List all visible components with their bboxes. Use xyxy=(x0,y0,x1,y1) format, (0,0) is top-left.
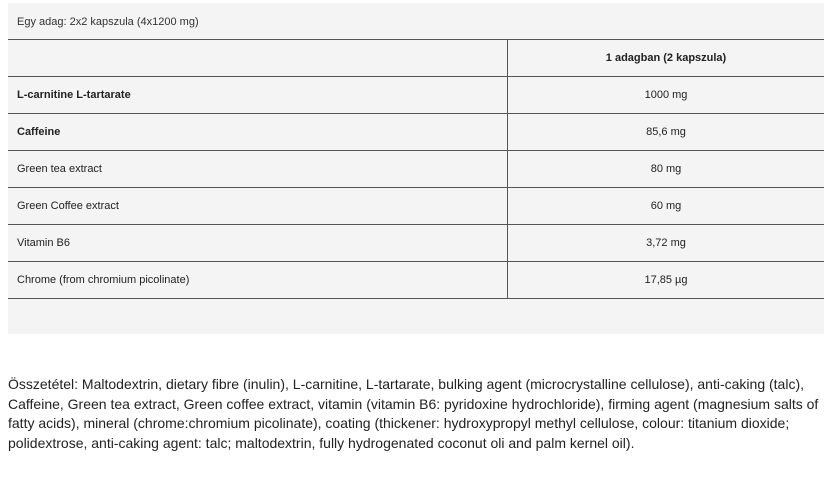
header-amount-cell: 1 adagban (2 kapszula) xyxy=(508,40,825,77)
ingredient-name-cell: Chrome (from chromium picolinate) xyxy=(8,262,508,299)
ingredient-name-cell: Green tea extract xyxy=(8,151,508,188)
table-row xyxy=(8,151,824,188)
serving-size-caption: Egy adag: 2x2 kapszula (4x1200 mg) xyxy=(17,16,199,28)
table-row xyxy=(8,225,824,262)
table-row xyxy=(8,114,824,151)
ingredient-amount-cell: 3,72 mg xyxy=(508,225,825,262)
ingredient-amount-cell: 1000 mg xyxy=(508,77,825,114)
table-row xyxy=(8,77,824,114)
supplement-facts-table xyxy=(8,39,824,299)
supplement-facts-panel xyxy=(8,3,824,334)
table-header-row xyxy=(8,40,824,77)
ingredient-name-cell: Vitamin B6 xyxy=(8,225,508,262)
ingredient-amount-cell: 60 mg xyxy=(508,188,825,225)
header-ingredient-cell xyxy=(8,40,508,77)
ingredient-amount-cell: 85,6 mg xyxy=(508,114,825,151)
ingredient-name-cell: Caffeine xyxy=(8,114,508,151)
ingredient-amount-cell: 80 mg xyxy=(508,151,825,188)
composition-paragraph: Összetétel: Maltodextrin, dietary fibre (inulin), L-carnitine, L-tartarate, bulking agent (microcrystalline cellulose), anti-caking (talc), Caffeine, Green tea extract, Green coffee extract, vitamin (vitamin B6: pyridoxine hydrochloride), firming agent (magnesium salts of fatty acids), mineral (chrome:chromium picolinate), coating (thickener: hydroxypropyl methyl cellulose, colour: titanium dioxide; polidextrose, anti-caking agent: talc; maltodextrin, fully hydrogenated coconut oli and palm kernel oil). xyxy=(8,376,819,451)
table-row xyxy=(8,188,824,225)
ingredient-name-cell: L-carnitine L-tartarate xyxy=(8,77,508,114)
ingredient-amount-cell: 17,85 µg xyxy=(508,262,825,299)
ingredient-name-cell: Green Coffee extract xyxy=(8,188,508,225)
table-row xyxy=(8,262,824,299)
